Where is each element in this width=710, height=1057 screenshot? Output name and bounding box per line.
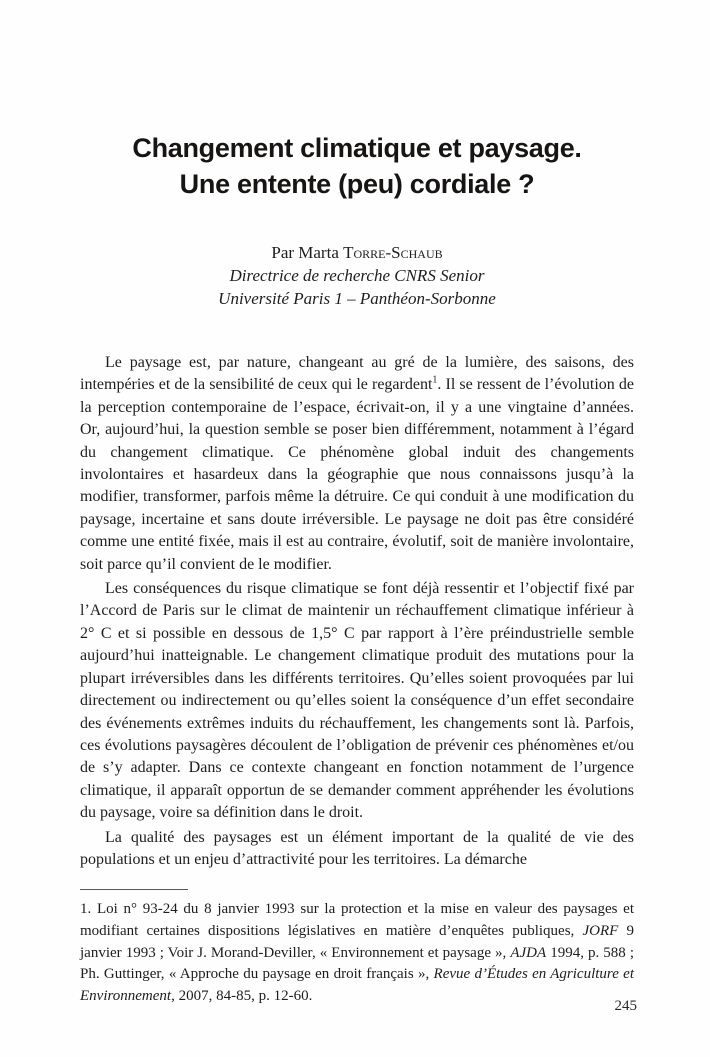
article-body (80, 352, 634, 871)
footnote-1-journal-revue: Revue d’Études en Agriculture et Environnement (80, 966, 634, 1004)
paragraph-3: La qualité des paysages est un élément important de la qualité de vie des populations et un enjeu d’attractivité pour les territoires. La démarche (80, 828, 634, 868)
affiliation-role: Directrice de recherche CNRS Senior (229, 266, 485, 285)
article-title-line2: Une entente (peu) cordiale ? (179, 169, 535, 199)
footnote-1-text: 1. Loi n° 93-24 du 8 janvier 1993 sur la protection et la mise en valeur des paysages et modifiant certaines dispositions législatives en matière d’enquêtes publiques, (80, 901, 634, 939)
paragraph-1-text: Le paysage est, par nature, changeant au gré de la lumière, des saisons, des intempéries et de la sensibilité de ceux qui le regardent (80, 354, 634, 394)
paragraph-1 (80, 352, 634, 576)
author-name: Torre-Schaub (343, 243, 443, 262)
footnote-area (80, 889, 634, 1007)
byline-prefix: Par Marta (271, 243, 344, 262)
byline (80, 241, 634, 264)
footnote-separator-rule (80, 889, 188, 890)
footnote-1-text-3: 1994, p. 588 ; Ph. Guttinger, « Approche du paysage en droit français », (80, 944, 634, 983)
footnote-1-journal-ajda: AJDA (510, 944, 547, 961)
page-content (80, 0, 634, 1007)
footnote-reference-1: 1 (432, 375, 438, 387)
affiliation-university: Université Paris 1 – Panthéon-Sorbonne (218, 289, 496, 308)
paragraph-1-text-continued: . Il se ressent de l’évolution de la perception contemporaine de l’espace, écrivait-on, il y a une vingtaine d’années. Or, aujourd’hui, la question semble se poser bien différemment, notamment à l’égard du changement climatique. Ce phénomène global induit des changements involontaires et hasardeux dans la géographie que nous connaissons jusqu’à la modifier, transformer, parfois même la détruire. Ce qui conduit à une modification du paysage, incertaine et sans doute irréversible. Le paysage ne doit pas être considéré comme une entité fixée, mais il est au contraire, évolutif, soit de manière involontaire, soit parce qu’il convient de le modifier. (80, 376, 635, 573)
article-title (80, 130, 634, 202)
article-title-line1: Changement climatique et paysage. (132, 133, 582, 163)
footnote-1-text-4: , 2007, 84-85, p. 12-60. (171, 987, 313, 1004)
footnote-1 (80, 899, 634, 1007)
footnote-1-text-2: 9 janvier 1993 ; Voir J. Morand-Deviller, « Environnement et paysage », (80, 922, 634, 961)
footnote-1-journal-jorf: JORF (582, 922, 619, 939)
author-block (80, 241, 634, 310)
paragraph-2: Les conséquences du risque climatique se font déjà ressentir et l’objectif fixé par l’Accord de Paris sur le climat de maintenir un réchauffement climatique inférieur à 2° C et si possible en dessous de 1,5° C par rapport à l’ère préindustrielle semble aujourd’hui inatteignable. Le changement climatique produit des mutations pour la plupart irréversibles dans les différents territoires. Qu’elles soient provoquées par lui directement ou indirectement ou qu’elles soient la conséquence d’un effet secondaire des événements extrêmes induits du réchauffement, les changements sont là. Parfois, ces évolutions paysagères découlent de l’obligation de prévenir ces phénomènes et/ou de s’y adapter. Dans ce contexte changeant en fonction notamment de l’urgence climatique, il apparaît opportun de se demander comment appréhender les évolutions du paysage, voire sa définition dans le droit. (80, 580, 634, 822)
page-number: 245 (614, 998, 637, 1014)
